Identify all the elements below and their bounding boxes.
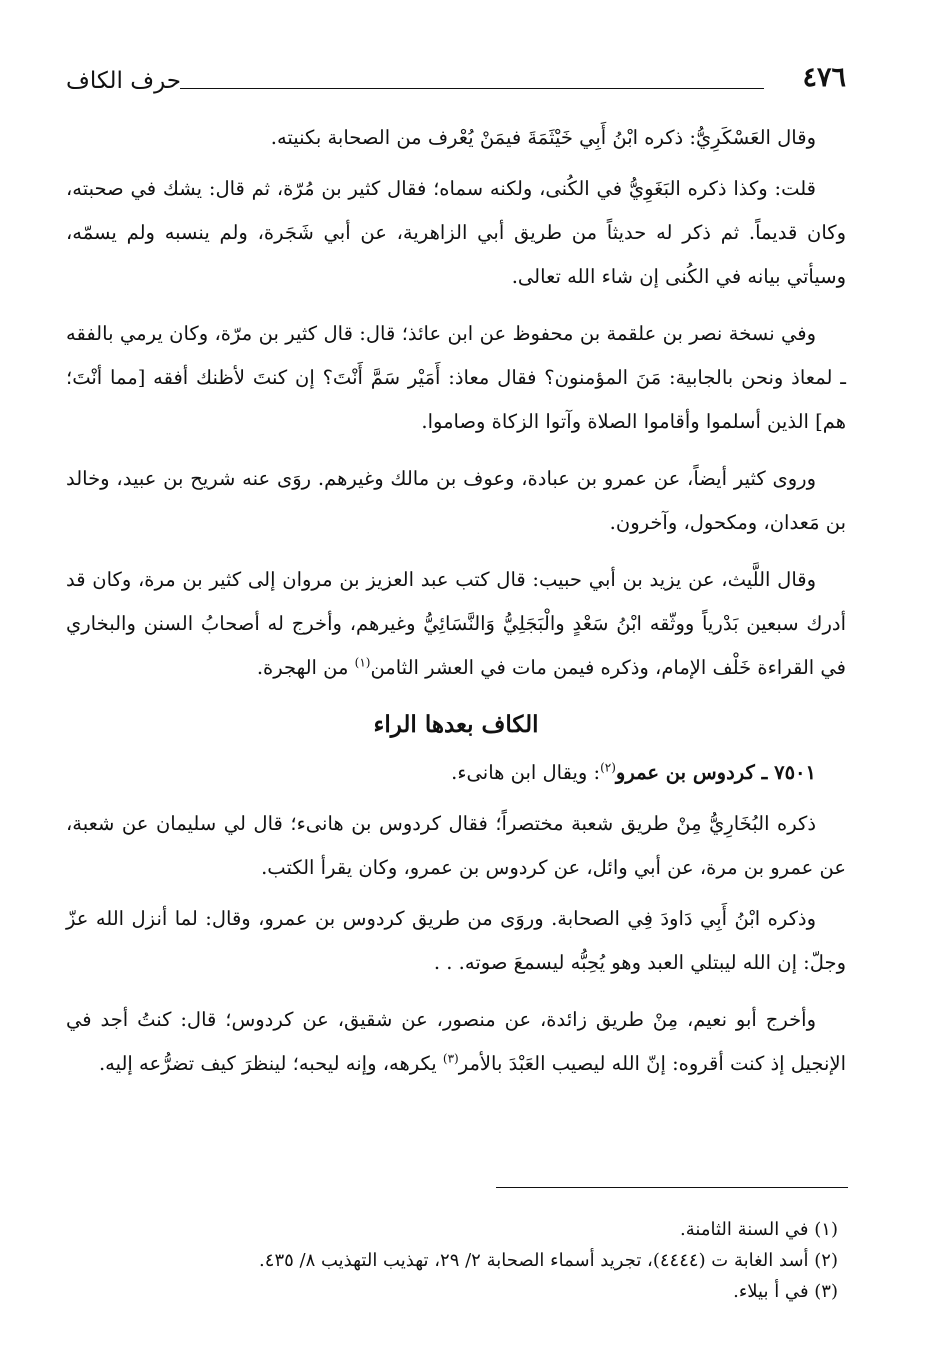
paragraph-narrators: وروى كثير أيضاً، عن عمرو بن عبادة، وعوف بن مالك وغيرهم. روَى عنه شريح بن عبيد، وخالد بن مَعدان، ومكحول، وآخرون. <box>66 467 846 534</box>
paragraph-abu-nuaym-text: وأخرج أبو نعيم، مِنْ طريق زائدة، عن منصور، عن شقيق، عن كردوس؛ قال: كنتُ أجد في الإنجيل إذ كنت أقروه: إنّ الله ليصيب العَبْدَ بالأمر <box>66 1008 846 1075</box>
paragraph-baghawi: قلت: وكذا ذكره البَغَوِيُّ في الكُنى، ولكنه سماه؛ فقال كثير بن مُرّة، ثم قال: يشك في صحبته، وكان قديماً. ثم ذكر له حديثاً من طريق أبي الزاهرية، عن أبي شَجَرة، ولم ينسبه ولم يسمّه، وسيأتي بيانه في الكُنى إن شاء الله تعالى. <box>66 177 846 288</box>
paragraph-abu-nuaym <box>66 998 846 1086</box>
entry-alias: : ويقال ابن هانىء. <box>451 761 601 784</box>
footnote-1: (١) في السنة الثامنة. <box>680 1219 838 1240</box>
paragraph-bukhari: ذكره البُخَارِيُّ مِنْ طريق شعبة مختصراً؛ فقال كردوس بن هانىء؛ قال لي سليمان عن شعبة، عن عمرو بن مرة، عن أبي وائل، عن كردوس بن عمرو، وكان يقرأ الكتب. <box>66 812 846 879</box>
page-header <box>66 62 846 102</box>
paragraph-abi-dawud: وذكره ابْنُ أَبِي دَاودَ فِي الصحابة. وروَى من طريق كردوس بن عمرو، وقال: لما أنزل الله عزّ وجلّ: إن الله ليبتلي العبد وهو يُحِبُّه ليسمعَ صوته. . . <box>66 907 846 974</box>
paragraph-abu-nuaym-end: يكرهه، وإنه ليحبه؛ لينظرَ كيف تضرُّعه إليه. <box>98 1052 443 1075</box>
sub-heading: الكاف بعدها الراء <box>373 711 539 738</box>
footnote-3: (٣) في أ بيلاء. <box>733 1281 838 1302</box>
footnote-ref-2: (٢) <box>600 760 616 775</box>
paragraph-layth-text: وقال اللَّيث، عن يزيد بن أبي حبيب: قال كتب عبد العزيز بن مروان إلى كثير بن مرة، وكان قد أدرك سبعين بَدْرياً ووثّقه ابْنُ سَعْدٍ والْبَجَلِيُّ وَالنَّسَائِيُّ وغيرهم، وأخرج له أصحابُ السنن والبخاري في القراءة خَلْف الإمام، وذكره فيمن مات في العشر الثامن <box>66 568 846 679</box>
entry-number: ٧٥٠١ <box>774 761 816 784</box>
entry-heading <box>66 751 846 795</box>
paragraph-layth <box>66 558 846 690</box>
paragraph-nasr: وفي نسخة نصر بن علقمة بن محفوظ عن ابن عائذ؛ قال: قال كثير بن مرّة، وكان يرمي بالفقه ـ لمعاذ ونحن بالجابية: مَنَ المؤمنون؟ فقال معاذ: أَمَيْر سَمَّ أَنْتَ؟ إن كنتَ لأظنك أفقه [مما أنْتَ؛ هم] الذين أسلموا وأقاموا الصلاة وآتوا الزكاة وصاموا. <box>66 322 846 433</box>
footnotes <box>66 1214 846 1307</box>
footnote-2: (٢) أسد الغابة ت (٤٤٤٤)، تجريد أسماء الصحابة ٢/ ٢٩، تهذيب التهذيب ٨/ ٤٣٥. <box>259 1250 838 1271</box>
footnote-rule <box>496 1187 848 1188</box>
page-number: ٤٧٦ <box>802 62 846 93</box>
header-rule <box>180 88 764 89</box>
paragraph-layth-end: من الهجرة. <box>256 656 355 679</box>
paragraph-askari: وقال العَسْكَرِيُّ: ذكره ابْنُ أَبِي خَيْثَمَةَ فيمَنْ يُعْرف من الصحابة بكنيته. <box>270 126 816 149</box>
section-title: حرف الكاف <box>66 68 182 94</box>
page-body <box>66 116 846 1099</box>
footnote-ref-1: (١) <box>354 655 371 670</box>
footnote-ref-3: (٣) <box>442 1051 459 1066</box>
entry-name: ـ كردوس بن عمرو <box>615 761 775 784</box>
